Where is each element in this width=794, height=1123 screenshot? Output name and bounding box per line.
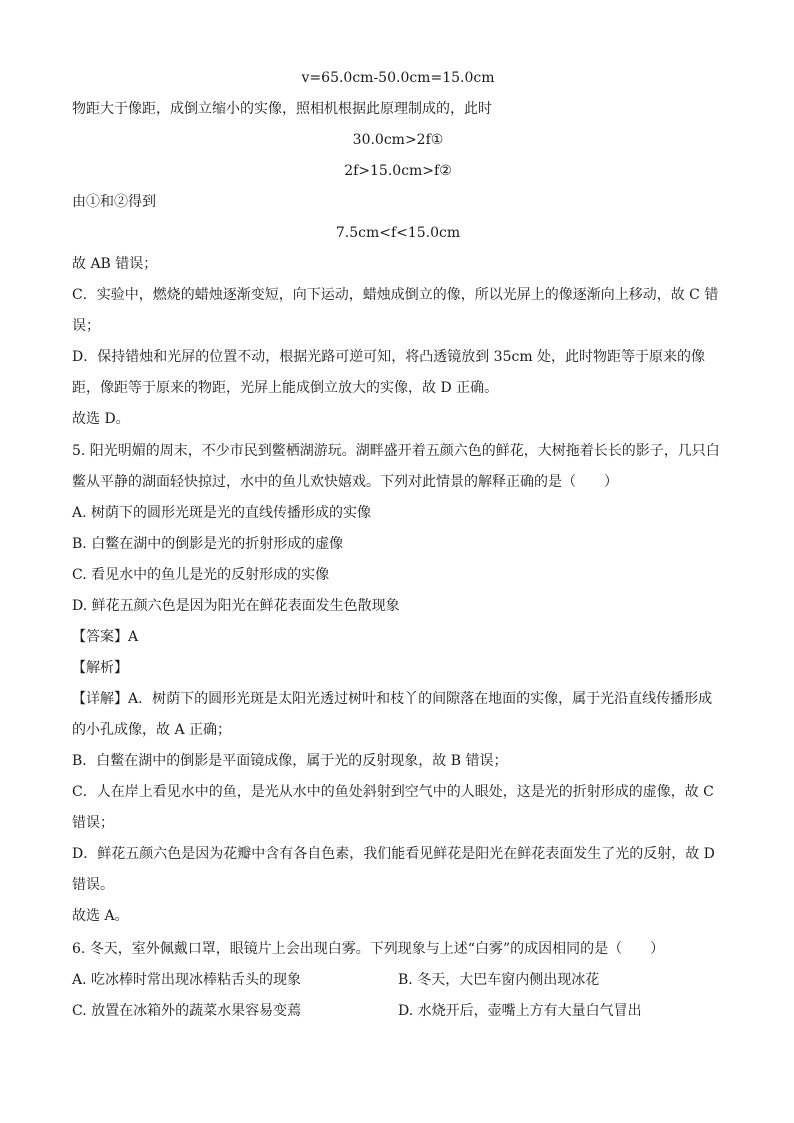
- question-5-option-b: B. 白鳖在湖中的倒影是光的折射形成的虚像: [72, 536, 344, 552]
- text-line: 故选 D。: [72, 411, 130, 427]
- question-6-option-b: B. 冬天，大巴车窗内侧出现冰花: [398, 972, 600, 988]
- question-5-stem: 5. 阳光明媚的周末，不少市民到鳖栖湖游玩。湖畔盛开着五颜六色的鲜花，大树拖着长长的影子，几只白: [72, 443, 720, 459]
- detail-text: 错误。: [72, 877, 114, 893]
- equation-focal-range: 7.5cm<f<15.0cm: [335, 225, 461, 241]
- detail-text: 错误；: [72, 815, 114, 831]
- equation-1: 30.0cm>2f①: [352, 132, 444, 148]
- text-line: 距，像距等于原来的物距，光屏上能成倒立放大的实像，故 D 正确。: [72, 380, 499, 396]
- equation-image-distance: v=65.0cm-50.0cm=15.0cm: [301, 70, 495, 86]
- detail-text: C．人在岸上看见水中的鱼，是光从水中的鱼处斜射到空气中的人眼处，这是光的折射形成的虚像，故 C: [72, 784, 714, 800]
- detail-text: 【详解】A．树荫下的圆形光斑是太阳光透过树叶和枝丫的间隙落在地面的实像，属于光沿直线传播形成: [72, 691, 713, 707]
- text-line: 由①和②得到: [72, 194, 156, 210]
- detail-text: D．鲜花五颜六色是因为花瓣中含有各自色素，我们能看见鲜花是阳光在鲜花表面发生了光的反射，故 D: [72, 846, 715, 862]
- question-6-option-d: D. 水烧开后，壶嘴上方有大量白气冒出: [398, 1003, 642, 1019]
- question-6-option-a: A. 吃冰棒时常出现冰棒粘舌头的现象: [72, 972, 302, 988]
- question-5-option-a: A. 树荫下的圆形光斑是光的直线传播形成的实像: [72, 505, 372, 521]
- detail-text: 故选 A。: [72, 908, 129, 924]
- text-line: 物距大于像距，成倒立缩小的实像，照相机根据此原理制成的，此时: [72, 101, 492, 117]
- question-5-stem: 鳖从平静的湖面轻快掠过，水中的鱼儿欢快嬉戏。下列对此情景的解释正确的是（ ）: [72, 474, 618, 490]
- question-6-options-row-1: [72, 970, 724, 990]
- text-line: 误；: [72, 318, 100, 334]
- question-6-options-row-2: [72, 1001, 724, 1021]
- detail-text: B．白鳖在湖中的倒影是平面镜成像，属于光的反射现象，故 B 错误；: [72, 753, 508, 769]
- analysis-label: 【解析】: [72, 660, 128, 676]
- question-6-option-c: C. 放置在冰箱外的蔬菜水果容易变蔫: [72, 1003, 302, 1019]
- text-line: 故 AB 错误；: [72, 256, 158, 272]
- answer-label: 【答案】A: [72, 629, 139, 645]
- equation-2: 2f>15.0cm>f②: [344, 163, 452, 179]
- question-5-option-d: D. 鲜花五颜六色是因为阳光在鲜花表面发生色散现象: [72, 598, 400, 614]
- detail-text: 的小孔成像，故 A 正确；: [72, 722, 232, 738]
- text-line: C．实验中，燃烧的蜡烛逐渐变短，向下运动，蜡烛成倒立的像，所以光屏上的像逐渐向上移动，故 C 错: [72, 287, 719, 303]
- text-line: D．保持错烛和光屏的位置不动，根据光路可逆可知，将凸透镜放到 35cm 处，此时物距等于原来的像: [72, 349, 706, 365]
- question-5-option-c: C. 看见水中的鱼儿是光的反射形成的实像: [72, 567, 330, 583]
- question-6-stem: 6. 冬天，室外佩戴口罩，眼镜片上会出现白雾。下列现象与上述“白雾”的成因相同的是（ ）: [72, 941, 665, 957]
